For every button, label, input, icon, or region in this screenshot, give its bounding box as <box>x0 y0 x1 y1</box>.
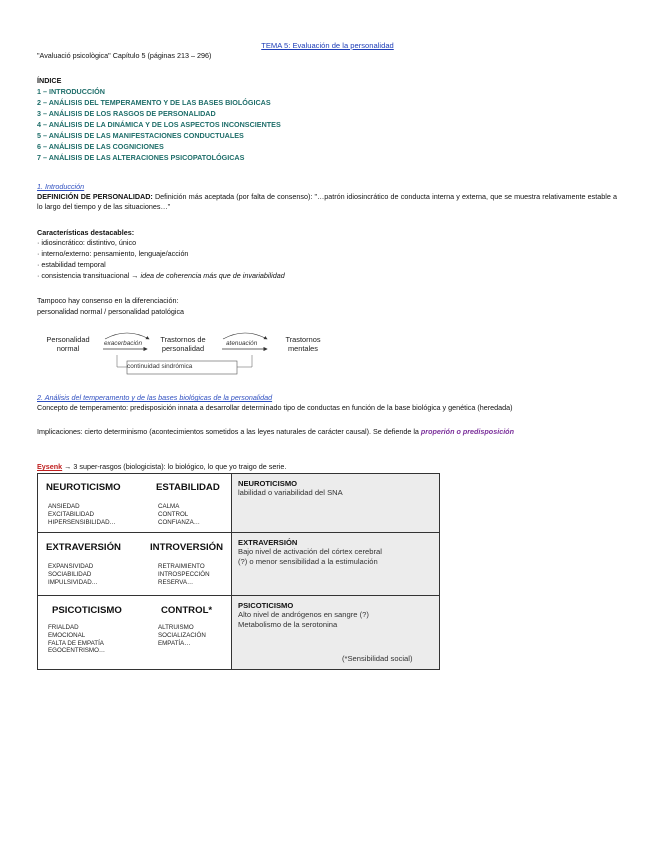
diagram-continuity-label: continuidad sindrómica <box>127 363 193 370</box>
trait-item: CONTROL <box>158 510 189 518</box>
diagram-node-normal: Personalidad normal <box>46 335 90 353</box>
trait-items <box>158 503 200 526</box>
trait-item: IMPULSIVIDAD… <box>48 578 98 586</box>
trait-item: EGOCENTRISMO… <box>48 647 106 655</box>
explanation-line: Alto nivel de andrógenos en sangre (?) <box>238 610 369 619</box>
eysenck-traits-table <box>37 473 440 670</box>
trait-item: RESERVA… <box>158 578 194 586</box>
trait-extraversion: EXTRAVERSIÓN <box>46 542 121 553</box>
intro-heading: 1. Introducción <box>37 182 85 191</box>
trait-item: FRIALDAD <box>48 624 79 631</box>
section2-heading: 2. Análisis del temperamento y de las bases biológicas de la personalidad <box>37 393 273 402</box>
explanation-line: labilidad o variabilidad del SNA <box>238 488 343 497</box>
arc-arrow-icon <box>105 333 149 339</box>
neuroticism-explanation <box>238 479 436 498</box>
diagram-arrows <box>37 325 337 380</box>
feature-item-text: · consistencia transituacional → <box>37 271 141 280</box>
diagram-arrow-label-exacerbation: exacerbación <box>104 340 143 347</box>
trait-item: ALTRUISMO <box>158 624 194 631</box>
trait-items <box>48 624 105 655</box>
table-footnote: (*Sensibilidad social) <box>342 654 413 663</box>
explanation-line: (?) o menor sensibilidad a la estimulación <box>238 557 378 566</box>
page-title: TEMA 5: Evaluación de la personalidad <box>261 41 394 50</box>
definition-paragraph <box>37 192 617 212</box>
trait-items <box>48 503 116 526</box>
trait-item: EXCITABILIDAD <box>48 510 94 518</box>
feature-item: · idiosincrático: distintivo, único <box>37 238 137 247</box>
feature-item: · estabilidad temporal <box>37 260 106 269</box>
trait-item: EXPANSIVIDAD <box>48 563 94 570</box>
trait-item: CALMA <box>158 503 180 510</box>
trait-items <box>158 563 210 586</box>
trait-neuroticism: NEUROTICISMO <box>46 482 121 493</box>
trait-item: RETRAIMIENTO <box>158 563 205 570</box>
feature-item-italic: idea de coherencia más que de invariabilidad <box>140 271 285 280</box>
definition-label: DEFINICIÓN DE PERSONALIDAD: <box>37 192 153 201</box>
eysenk-line <box>37 462 286 471</box>
trait-item: EMPATÍA… <box>158 639 191 647</box>
index-item-2: 2 – ANÁLISIS DEL TEMPERAMENTO Y DE LAS BASES BIOLÓGICAS <box>37 98 271 107</box>
eysenk-text: → 3 super-rasgos (biologicista): lo biológico, lo que yo traigo de serie. <box>62 462 287 471</box>
arc-arrow-icon <box>223 333 267 339</box>
trait-introversion: INTROVERSIÓN <box>150 542 224 553</box>
diagram-node-personality-disorders: Trastornos de personalidad <box>160 335 206 353</box>
trait-items <box>158 624 206 647</box>
psychoticism-explanation <box>238 601 436 630</box>
trait-item: ANSIEDAD <box>48 503 80 510</box>
trait-items <box>48 563 98 586</box>
index-item-4: 4 – ANÁLISIS DE LA DINÁMICA Y DE LOS ASPECTOS INCONSCIENTES <box>37 120 281 129</box>
trait-item: SOCIABILIDAD <box>48 570 92 578</box>
trait-item: INTROSPECCIÓN <box>158 570 210 578</box>
implications-italic: properión o predisposición <box>420 427 514 436</box>
explanation-heading: NEUROTICISMO <box>238 479 298 488</box>
diagram-arrow-label-attenuation: atenuación <box>226 340 258 347</box>
features-heading: Características destacables: <box>37 228 135 237</box>
eysenk-name: Eysenk <box>37 462 63 471</box>
index-heading: ÍNDICE <box>37 76 62 85</box>
definition-text: Definición más aceptada (por falta de consenso): "…patrón idiosincrático de conducta interna y externa, que se muestra relativamente estable a lo largo del tiempo y de las situaciones…" <box>37 192 618 211</box>
implications-text: Implicaciones: cierto determinismo (acontecimientos sometidos a las leyes naturales de carácter causal). Se defiende la <box>37 427 421 436</box>
explanation-line: Metabolismo de la serotonina <box>238 620 338 629</box>
trait-item: FALTA DE EMPATÍA <box>48 639 104 647</box>
trait-item: CONFIANZA… <box>158 518 200 526</box>
trait-psychoticism: PSICOTICISMO <box>52 605 122 616</box>
page-subtitle: "Avaluació psicològica" Capítulo 5 (páginas 213 – 296) <box>37 51 212 60</box>
feature-item <box>37 271 285 280</box>
implications-paragraph <box>37 427 617 437</box>
explanation-heading: PSICOTICISMO <box>238 601 294 610</box>
index-item-7: 7 – ANÁLISIS DE LAS ALTERACIONES PSICOPATOLÓGICAS <box>37 153 245 162</box>
explanation-line: Bajo nivel de activación del córtex cerebral <box>238 547 382 556</box>
trait-item: EMOCIONAL <box>48 631 86 639</box>
feature-item: · interno/externo: pensamiento, lenguaje/acción <box>37 249 189 258</box>
index-item-6: 6 – ANÁLISIS DE LAS COGNICIONES <box>37 142 164 151</box>
extraversion-explanation <box>238 538 436 567</box>
diagram-node-mental-disorders: Trastornos mentales <box>285 335 321 353</box>
index-item-1: 1 – INTRODUCCIÓN <box>37 87 105 96</box>
index-item-3: 3 – ANÁLISIS DE LOS RASGOS DE PERSONALIDAD <box>37 109 216 118</box>
explanation-heading: EXTRAVERSIÓN <box>238 538 298 547</box>
index-item-5: 5 – ANÁLISIS DE LAS MANIFESTACIONES CONDUCTUALES <box>37 131 244 140</box>
trait-item: HIPERSENSIBILIDAD… <box>48 518 116 526</box>
trait-control: CONTROL* <box>161 605 213 616</box>
temperament-paragraph: Concepto de temperamento: predisposición innata a desarrollar determinado tipo de conductas en función de la base biológica y genética (heredada) <box>37 403 513 412</box>
trait-item: SOCIALIZACIÓN <box>158 631 206 639</box>
differentiation-line-2: personalidad normal / personalidad patológica <box>37 307 185 316</box>
trait-stability: ESTABILIDAD <box>156 482 220 493</box>
differentiation-line-1: Tampoco hay consenso en la diferenciación: <box>37 296 179 305</box>
